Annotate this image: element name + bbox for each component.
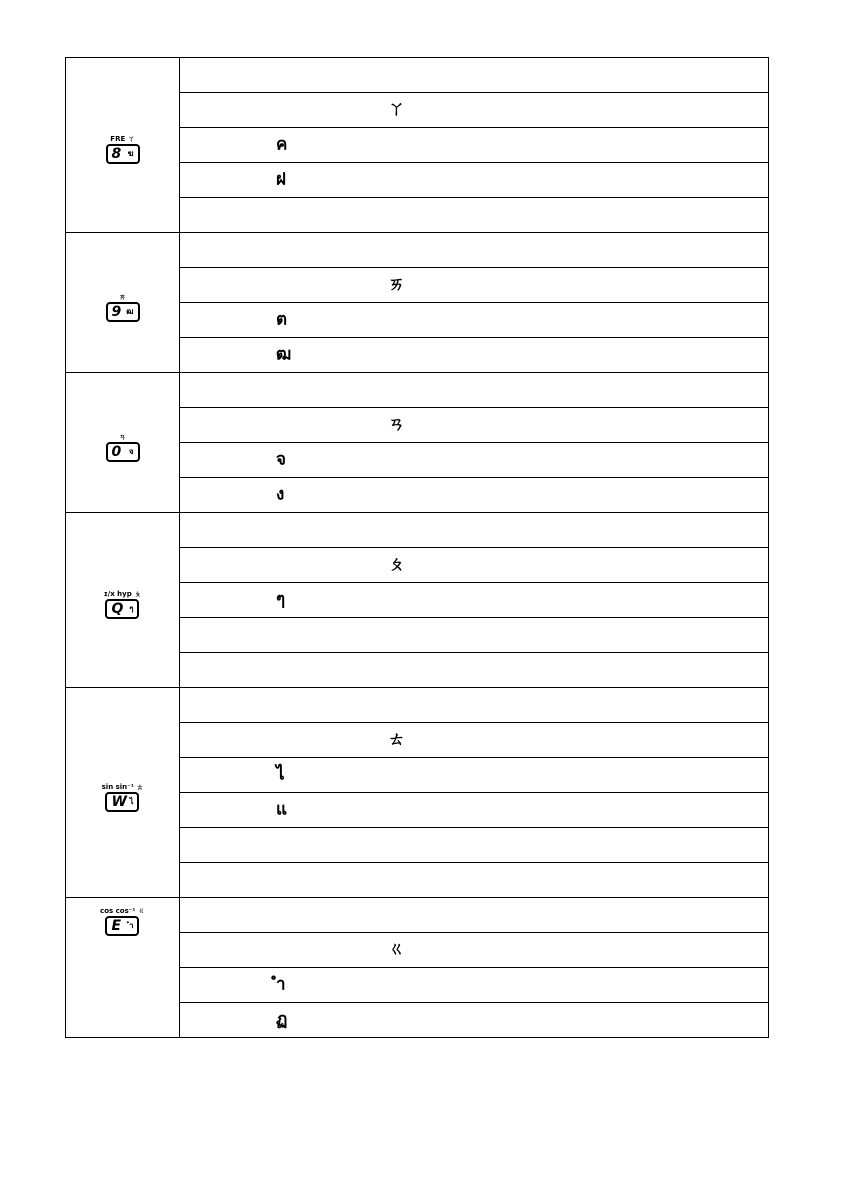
key-sub-label: ฒ [126,306,134,316]
table-cell [180,688,769,723]
keycap-e-icon [100,907,145,936]
table-cell [180,618,769,653]
key-box [105,599,139,619]
thai-glyph: ต [276,309,288,330]
key-cell-w [66,688,180,898]
table-cell [180,93,769,128]
table-cell [180,548,769,583]
table-cell [180,233,769,268]
table-cell [180,128,769,163]
table-cell [180,58,769,93]
zhuyin-glyph: ㄚ [388,99,405,120]
table-row [66,688,769,723]
thai-glyph: ง [276,484,285,505]
key-shift-label: cos cos⁻¹ ㄍ [100,907,145,915]
table-cell [180,1003,769,1038]
table-cell [180,583,769,618]
table-cell [180,758,769,793]
key-sub-label: จ [128,446,134,456]
thai-glyph: ฒ [276,344,292,365]
zhuyin-glyph: ㄞ [388,274,405,295]
keycap-q-icon [104,590,141,619]
table-cell [180,338,769,373]
key-shift-label: sin sin⁻¹ ㄊ [101,782,144,791]
thai-glyph: แ [276,799,287,820]
key-cell-e [66,898,180,1038]
table-cell [180,653,769,688]
key-main-label: 0 [111,443,122,460]
key-main-label: W [111,793,127,810]
key-main-label: 9 [111,303,122,320]
thai-glyph: ๆ [276,589,286,610]
table-cell [180,933,769,968]
table-cell [180,198,769,233]
table-cell [180,513,769,548]
key-shift-label: ɪ/x hyp ㄆ [103,590,142,598]
table-cell [180,373,769,408]
thai-glyph: ค [276,134,288,155]
key-sub-label: ไ [129,796,134,806]
thai-glyph: จ [276,449,286,470]
table-cell [180,863,769,898]
key-box [105,916,139,936]
key-shift-label: ㄢ [119,432,126,441]
key-shift-label: FRE ㄚ [110,135,135,143]
key-shift-label: ㄞ [119,292,126,301]
zhuyin-glyph: ㄢ [388,414,405,435]
key-sub-label: ำ [128,921,134,930]
table-cell [180,793,769,828]
key-sub-label: ๆ [129,604,134,613]
keycap-w-icon [102,783,144,812]
key-cell-9 [66,233,180,373]
table-cell [180,723,769,758]
key-cell-q [66,513,180,688]
thai-glyph: ำ [276,974,286,995]
table-cell [180,443,769,478]
keycap-9-icon [106,293,140,322]
key-main-label: 8 [111,146,122,162]
zhuyin-glyph: ㄍ [388,939,405,960]
table-cell [180,163,769,198]
table-cell [180,268,769,303]
table-cell [180,408,769,443]
thai-glyph: ไ [276,764,285,785]
key-box [106,144,140,164]
key-box [105,792,139,812]
key-sub-label: ฆ [127,149,134,158]
keycap-0-icon [106,433,140,462]
thai-glyph: ฏ [276,1009,288,1030]
key-mapping-table [65,57,769,1038]
zhuyin-glyph: ㄊ [388,729,405,750]
table-cell [180,303,769,338]
table-row [66,513,769,548]
key-main-label: Q [111,601,124,617]
thai-glyph: ฝ [276,169,286,190]
table-row [66,373,769,408]
key-main-label: E [111,918,122,934]
key-cell-0 [66,373,180,513]
table-cell [180,898,769,933]
key-cell-8 [66,58,180,233]
keycap-8-icon [106,135,140,164]
table-cell [180,968,769,1003]
table-row [66,898,769,933]
table-row [66,233,769,268]
zhuyin-glyph: ㄆ [388,554,405,575]
key-box [106,302,140,322]
table-cell [180,828,769,863]
key-box [106,442,140,462]
table-row [66,58,769,93]
table-cell [180,478,769,513]
